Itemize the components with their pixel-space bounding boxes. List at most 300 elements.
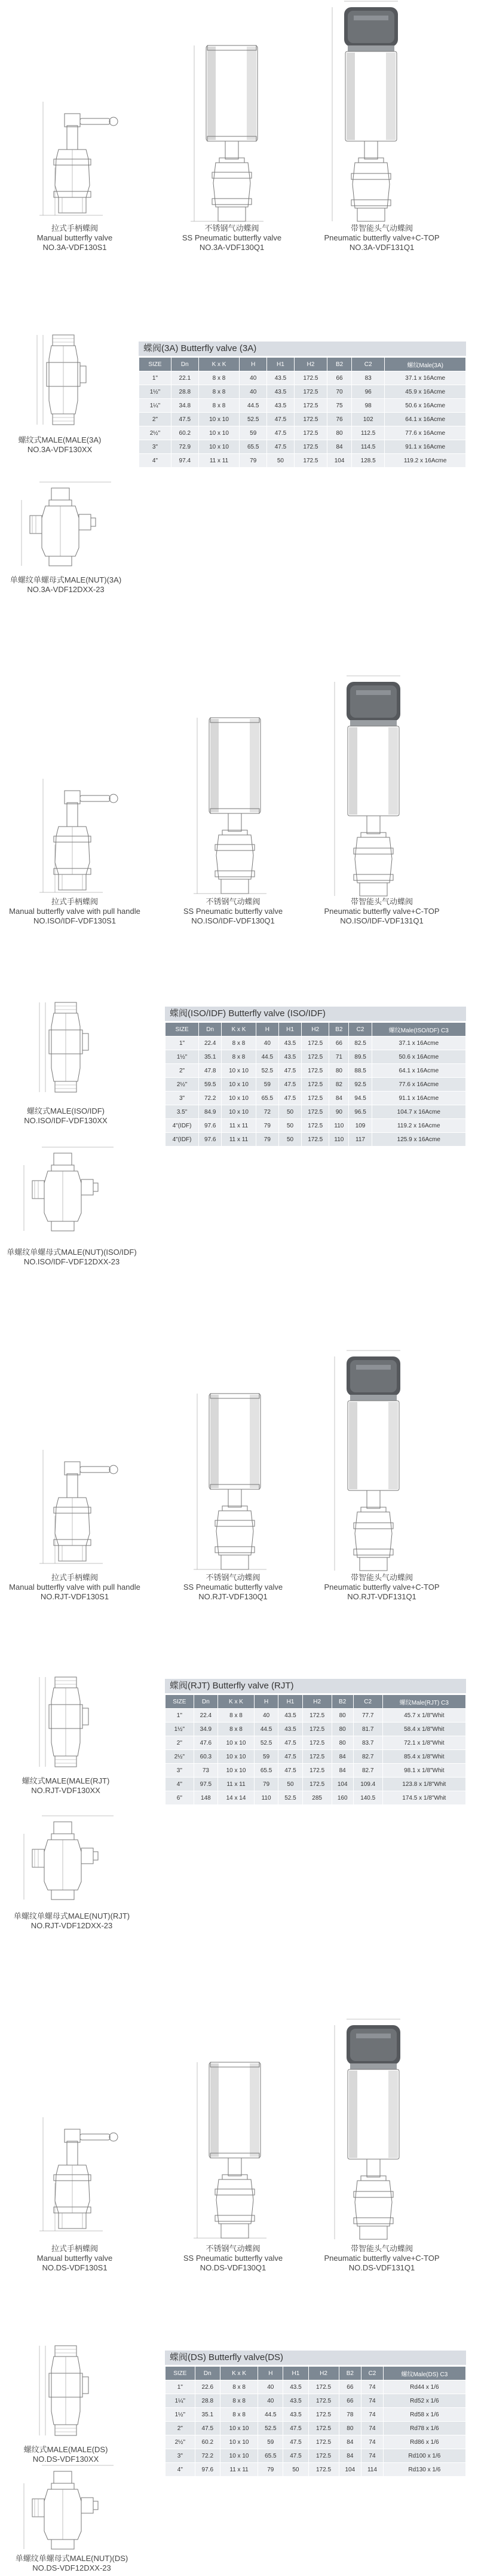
table-cell: 11 x 11 [218,1778,255,1791]
table-cell: 10 x 10 [198,426,240,440]
table-row [166,1778,466,1791]
table-cell: 64.1 x 16Acme [385,413,466,426]
table-cell: 58.4 x 1/8"Whit [382,1723,465,1736]
table-cell: 22.4 [194,1709,217,1723]
table-cell: 8 x 8 [198,385,240,399]
table-row [166,2463,466,2477]
table-cell: 84 [332,1764,353,1778]
table-cell: 2" [166,1736,194,1750]
table-cell: 79 [254,1778,278,1791]
column-header: H [256,1023,278,1037]
table-cell: 1" [166,1037,199,1050]
table-cell: 8 x 8 [222,1037,256,1050]
table-cell: 172.5 [294,385,327,399]
table-row [166,1050,466,1064]
table-cell: 80 [332,1709,353,1723]
table-cell: 72.9 [171,440,198,454]
table-cell: 172.5 [308,2422,339,2435]
table-cell: 22.1 [171,371,198,385]
table-cell: 10 x 10 [220,2422,258,2435]
table-cell: 47.5 [267,426,295,440]
table-cell: 35.1 [199,1050,222,1064]
table-cell: 88.5 [349,1064,372,1078]
table-cell: 10 x 10 [218,1764,255,1778]
table-cell: 50 [267,454,295,468]
table-cell: 45.7 x 1/8"Whit [382,1709,465,1723]
table-cell: Rd58 x 1/6 [383,2408,465,2422]
table-cell: 65.5 [256,1092,278,1105]
table-row [139,440,466,454]
table-cell: 50 [278,1119,301,1133]
table-cell: 70 [327,385,352,399]
table-cell: Rd86 x 1/6 [383,2435,465,2449]
table-cell: 60.2 [195,2435,220,2449]
column-header: Dn [194,1695,217,1709]
table-cell: 172.5 [308,2463,339,2477]
table-cell: 84.9 [199,1105,222,1119]
spec-table-iso [165,1022,466,1147]
table-cell: 8 x 8 [220,2380,258,2394]
table-cell: 59 [258,2435,283,2449]
table-cell: 172.5 [302,1750,332,1764]
table-cell: 37.1 x 16Acme [385,371,466,385]
table-cell: 74 [361,2422,384,2435]
table-cell: 172.5 [302,1064,329,1078]
table-cell: 50 [278,1778,302,1791]
table-cell: 80 [329,1064,349,1078]
table-cell: 84 [327,440,352,454]
column-header: H1 [278,1695,302,1709]
table-cell: 2½" [166,1750,194,1764]
table-cell: 104.7 x 16Acme [372,1105,465,1119]
table-cell: 10 x 10 [222,1078,256,1092]
table-cell: 43.5 [267,399,295,413]
column-header: H2 [294,358,327,371]
table-cell: 34.8 [171,399,198,413]
column-header: B2 [332,1695,353,1709]
table-cell: 172.5 [302,1105,329,1119]
table-cell: 40 [254,1709,278,1723]
table-cell: 43.5 [283,2394,308,2408]
male-valve-drawing [37,2346,97,2441]
manual-valve-drawing [31,2117,127,2237]
malenut-valve-drawing [24,1147,120,1237]
column-header: SIZE [139,358,171,371]
table-cell: 97.5 [194,1778,217,1791]
table-cell: 22.6 [195,2380,220,2394]
table-cell: 160 [332,1791,353,1805]
table-title-iso: 蝶阀(ISO/IDF) Butterfly valve (ISO/IDF) [165,1007,466,1021]
table-cell: 172.5 [294,440,327,454]
table-cell: 77.7 [353,1709,382,1723]
column-header: 螺纹Male(DS) C3 [383,2367,465,2380]
column-header: C2 [352,358,385,371]
table-cell: 10 x 10 [198,413,240,426]
caption-ctop-3a: 带智能头气动蝶阀 Pneumatic butterfly valve+C-TOP NO.3A-VDF131Q1 [324,224,440,252]
table-cell: 50.6 x 16Acme [385,399,466,413]
table-cell: 83.7 [353,1736,382,1750]
table-cell: 50 [278,1133,301,1147]
table-cell: 172.5 [302,1037,329,1050]
table-cell: 59 [256,1078,278,1092]
table-cell: 104 [339,2463,361,2477]
male-valve-drawing [37,1002,97,1098]
column-header: B2 [327,358,352,371]
caption-male-3a: 螺纹式MALE(MALE(3A) NO.3A-VDF130XX [18,435,102,454]
table-cell: 80 [327,426,352,440]
table-cell: 79 [256,1119,278,1133]
table-cell: Rd130 x 1/6 [383,2463,465,2477]
male-valve-drawing [37,1677,97,1773]
table-cell: 78 [339,2408,361,2422]
table-cell: 172.5 [302,1736,332,1750]
table-cell: 91.1 x 16Acme [385,440,466,454]
table-cell: 37.1 x 16Acme [372,1037,465,1050]
table-cell: 285 [302,1791,332,1805]
table-cell: 89.5 [349,1050,372,1064]
table-cell: 44.5 [258,2408,283,2422]
table-cell: 66 [339,2380,361,2394]
table-cell: Rd52 x 1/6 [383,2394,465,2408]
table-cell: 43.5 [283,2408,308,2422]
table-cell: 79 [240,454,267,468]
table-cell: 82.7 [353,1750,382,1764]
table-cell: 114.5 [352,440,385,454]
table-cell: 28.8 [171,385,198,399]
table-cell: 43.5 [267,385,295,399]
table-cell: 74 [361,2449,384,2463]
table-cell: 47.6 [194,1736,217,1750]
table-cell: 172.5 [302,1050,329,1064]
table-cell: 10 x 10 [220,2449,258,2463]
table-cell: 1" [139,371,171,385]
table-cell: 40 [258,2394,283,2408]
table-cell: 47.8 [199,1064,222,1078]
table-cell: 112.5 [352,426,385,440]
column-header: H [258,2367,283,2380]
table-cell: 47.5 [278,1764,302,1778]
table-cell: 3" [166,2449,195,2463]
table-cell: 172.5 [294,413,327,426]
table-cell: 59 [240,426,267,440]
table-cell: 11 x 11 [222,1133,256,1147]
table-cell: 11 x 11 [198,454,240,468]
caption-pneumatic-ds: 不锈钢气动蝶阀 SS Pneumatic butterfly valve NO.DS-VDF130Q1 [183,2244,283,2272]
table-cell: 82.5 [349,1037,372,1050]
table-cell: 172.5 [294,371,327,385]
table-cell: 3" [166,1092,199,1105]
table-cell: 102 [352,413,385,426]
table-cell: 4" [166,1778,194,1791]
table-row [139,399,466,413]
spec-table-ds [165,2366,466,2477]
ctop-valve-drawing [335,682,412,897]
table-cell: 84 [329,1092,349,1105]
table-cell: 50 [283,2463,308,2477]
column-header: H1 [283,2367,308,2380]
column-header: H [254,1695,278,1709]
table-cell: 104 [332,1778,353,1791]
caption-male-rjt: 螺纹式MALE(MALE(RJT) NO.RJT-VDF130XX [22,1776,110,1795]
table-cell: 98 [352,399,385,413]
table-row [166,1064,466,1078]
table-header-row [166,1695,466,1709]
table-cell: 110 [254,1791,278,1805]
table-cell: 8 x 8 [198,371,240,385]
table-cell: 90 [329,1105,349,1119]
malenut-valve-drawing [22,482,117,572]
table-row [166,1133,466,1147]
manual-valve-drawing [31,102,127,221]
table-cell: 74 [361,2380,384,2394]
table-cell: 172.5 [308,2408,339,2422]
column-header: K x K [220,2367,258,2380]
table-cell: 52.5 [278,1791,302,1805]
caption-malenut-iso: 单螺纹单螺母式MALE(NUT)(ISO/IDF) NO.ISO/IDF-VDF12DXX-23 [7,1248,137,1266]
table-cell: 2" [166,2422,195,2435]
table-cell: 65.5 [240,440,267,454]
table-cell: 11 x 11 [222,1119,256,1133]
table-cell: 174.5 x 1/8"Whit [382,1791,465,1805]
table-cell: 79 [258,2463,283,2477]
table-cell: Rd78 x 1/6 [383,2422,465,2435]
table-cell: 96.5 [349,1105,372,1119]
table-row [166,1750,466,1764]
table-row [166,2380,466,2394]
column-header: B2 [329,1023,349,1037]
table-cell: 96 [352,385,385,399]
table-cell: 44.5 [256,1050,278,1064]
table-cell: 77.6 x 16Acme [385,426,466,440]
table-cell: 65.5 [258,2449,283,2463]
caption-male-ds: 螺纹式MALE(MALE(DS) NO.DS-VDF130XX [23,2445,108,2464]
column-header: Dn [195,2367,220,2380]
table-row [139,454,466,468]
table-cell: 2½" [166,2435,195,2449]
table-cell: 82 [329,1078,349,1092]
column-header: K x K [218,1695,255,1709]
table-cell: 40 [240,371,267,385]
table-cell: 119.2 x 16Acme [385,454,466,468]
table-cell: 47.5 [283,2422,308,2435]
table-cell: 44.5 [254,1723,278,1736]
table-cell: 8 x 8 [222,1050,256,1064]
table-cell: 4" [166,2463,195,2477]
table-cell: 47.5 [283,2435,308,2449]
table-cell: 97.6 [199,1119,222,1133]
table-cell: 43.5 [278,1050,301,1064]
table-title-rjt: 蝶阀(RJT) Butterfly valve (RJT) [165,1679,466,1693]
table-cell: 104 [327,454,352,468]
table-cell: 59 [254,1750,278,1764]
table-cell: 8 x 8 [220,2394,258,2408]
table-cell: 47.5 [278,1064,301,1078]
caption-manual-ds: 拉式手柄蝶阀 Manual butterfly valve NO.DS-VDF130S1 [36,2244,113,2272]
caption-malenut-ds: 单螺纹单螺母式MALE(NUT)(DS) NO.DS-VDF12DXX-23 [15,2554,128,2572]
caption-pneumatic-3a: 不锈钢气动蝶阀 SS Pneumatic butterfly valve NO.3A-VDF130Q1 [182,224,282,252]
malenut-valve-drawing [24,2465,120,2549]
column-header: H1 [278,1023,301,1037]
table-cell: 172.5 [294,426,327,440]
table-cell: 1¼" [166,2394,195,2408]
table-cell: 1½" [166,1050,199,1064]
table-cell: 44.5 [240,399,267,413]
table-cell: 172.5 [302,1723,332,1736]
table-row [166,2435,466,2449]
table-cell: 66 [339,2394,361,2408]
column-header: K x K [198,358,240,371]
manual-valve-drawing [31,779,127,898]
column-header: SIZE [166,1695,194,1709]
table-cell: 43.5 [278,1709,302,1723]
column-header: Dn [199,1023,222,1037]
table-cell: 172.5 [308,2449,339,2463]
table-cell: 1½" [166,1723,194,1736]
column-header: K x K [222,1023,256,1037]
table-cell: 45.9 x 16Acme [385,385,466,399]
table-cell: 84 [332,1750,353,1764]
table-cell: 2½" [166,1078,199,1092]
table-cell: 94.5 [349,1092,372,1105]
table-cell: 80 [339,2422,361,2435]
column-header: H2 [302,1695,332,1709]
table-row [166,2422,466,2435]
table-cell: 47.5 [278,1736,302,1750]
table-cell: 97.4 [171,454,198,468]
table-cell: 52.5 [256,1064,278,1078]
pneumatic-valve-drawing [194,45,272,225]
table-cell: 2½" [139,426,171,440]
column-header: H [240,358,267,371]
table-row [166,1791,466,1805]
table-cell: 117 [349,1133,372,1147]
pneumatic-valve-drawing [197,2062,275,2242]
table-cell: 97.6 [195,2463,220,2477]
table-cell: 172.5 [294,399,327,413]
table-row [166,1119,466,1133]
pneumatic-valve-drawing [197,718,275,897]
table-cell: 72.2 [195,2449,220,2463]
table-cell: 40 [256,1037,278,1050]
table-header-row [166,1023,466,1037]
table-cell: 47.5 [195,2422,220,2435]
table-cell: 40 [240,385,267,399]
table-row [166,1709,466,1723]
table-cell: 22.4 [199,1037,222,1050]
male-valve-drawing [35,335,94,431]
table-cell: 172.5 [302,1078,329,1092]
table-row [166,1092,466,1105]
table-cell: 8 x 8 [198,399,240,413]
table-row [139,371,466,385]
table-cell: 74 [361,2394,384,2408]
table-cell: 172.5 [302,1764,332,1778]
table-cell: 1½" [139,385,171,399]
table-cell: 172.5 [308,2394,339,2408]
table-cell: 47.5 [283,2449,308,2463]
column-header: SIZE [166,1023,199,1037]
table-cell: 34.9 [194,1723,217,1736]
table-cell: 10 x 10 [218,1750,255,1764]
table-row [166,2394,466,2408]
malenut-valve-drawing [24,1816,120,1906]
table-cell: 60.3 [194,1750,217,1764]
table-cell: 10 x 10 [222,1064,256,1078]
ctop-valve-drawing [335,2025,412,2240]
column-header: Dn [171,358,198,371]
table-cell: 97.6 [199,1133,222,1147]
table-cell: 172.5 [294,454,327,468]
ctop-valve-drawing [335,1356,412,1572]
caption-malenut-rjt: 单螺纹单螺母式MALE(NUT)(RJT) NO.RJT-VDF12DXX-23 [13,1912,130,1930]
table-cell: 28.8 [195,2394,220,2408]
table-cell: 109.4 [353,1778,382,1791]
column-header: C2 [361,2367,384,2380]
table-row [139,385,466,399]
table-cell: 47.5 [171,413,198,426]
table-cell: Rd100 x 1/6 [383,2449,465,2463]
column-header: 螺纹Male(ISO/IDF) C3 [372,1023,465,1037]
table-cell: 81.7 [353,1723,382,1736]
caption-ctop-iso: 带智能头气动蝶阀 Pneumatic butterfly valve+C-TOP NO.ISO/IDF-VDF131Q1 [324,897,440,925]
table-cell: 60.2 [171,426,198,440]
table-cell: 98.1 x 1/8"Whit [382,1764,465,1778]
caption-manual-rjt: 拉式手柄蝶阀 Manual butterfly valve with pull handle NO.RJT-VDF130S1 [9,1573,140,1601]
table-cell: 76 [327,413,352,426]
table-cell: 128.5 [352,454,385,468]
table-cell: 8 x 8 [218,1709,255,1723]
caption-malenut-3a: 单螺纹单螺母式MALE(NUT)(3A) NO.3A-VDF12DXX-23 [10,575,122,594]
table-cell: 80 [332,1736,353,1750]
table-cell: 10 x 10 [222,1092,256,1105]
table-cell: 50 [278,1105,301,1119]
manual-valve-drawing [31,1450,127,1569]
table-cell: 10 x 10 [222,1105,256,1119]
table-cell: 40 [258,2380,283,2394]
column-header: 螺纹Male(3A) [385,358,466,371]
column-header: H2 [308,2367,339,2380]
table-title-ds: 蝶阀(DS) Butterfly valve(DS) [165,2351,466,2365]
table-cell: 72.1 x 1/8"Whit [382,1736,465,1750]
spec-table-rjt [165,1694,466,1805]
table-row [166,1105,466,1119]
column-header: B2 [339,2367,361,2380]
table-cell: 110 [329,1119,349,1133]
column-header: H2 [302,1023,329,1037]
table-cell: 84 [339,2435,361,2449]
pneumatic-valve-drawing [197,1394,275,1573]
table-cell: 77.6 x 16Acme [372,1078,465,1092]
table-cell: 109 [349,1119,372,1133]
table-cell: 1" [166,1709,194,1723]
table-cell: 114 [361,2463,384,2477]
table-cell: 47.5 [278,1078,301,1092]
table-cell: 47.5 [267,413,295,426]
table-cell: 172.5 [302,1092,329,1105]
table-cell: 172.5 [308,2435,339,2449]
table-cell: 172.5 [302,1778,332,1791]
table-cell: 82.7 [353,1764,382,1778]
table-cell: 73 [194,1764,217,1778]
table-header-row [166,2367,466,2380]
table-row [166,1736,466,1750]
caption-manual-3a: 拉式手柄蝶阀 Manual butterfly valve NO.3A-VDF130S1 [36,224,113,252]
column-header: C2 [349,1023,372,1037]
table-cell: 172.5 [302,1709,332,1723]
caption-male-iso: 螺纹式MALE(ISO/IDF) NO.ISO/IDF-VDF130XX [24,1106,108,1125]
table-cell: 64.1 x 16Acme [372,1064,465,1078]
table-cell: 3" [139,440,171,454]
